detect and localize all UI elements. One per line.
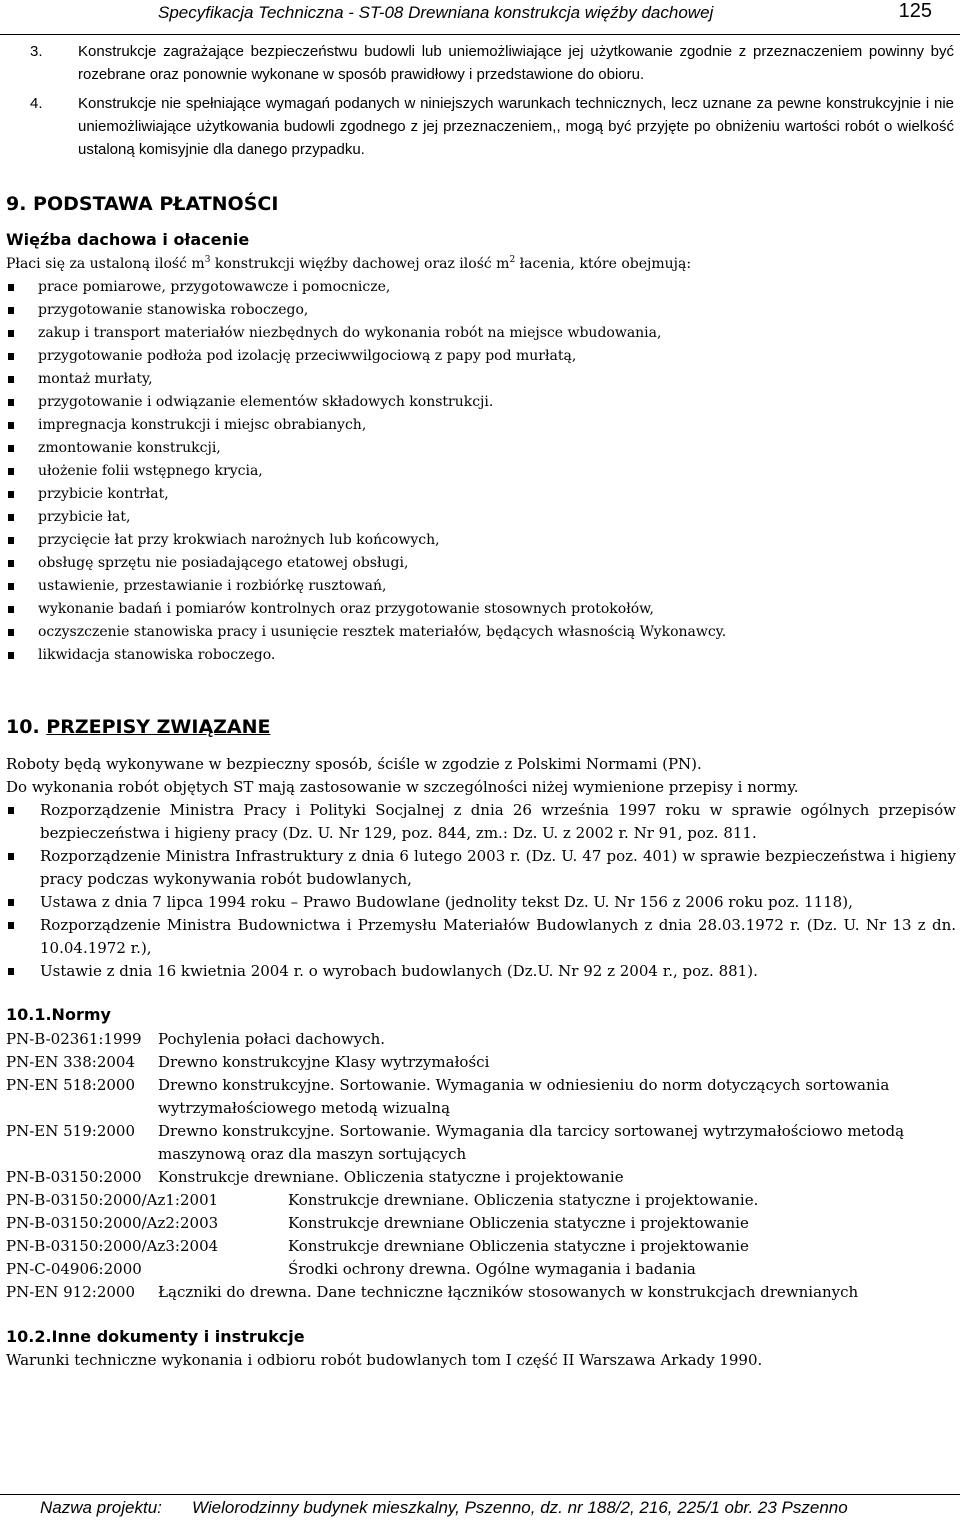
norm-description: Konstrukcje drewniane. Obliczenia statyczne i projektowanie. — [288, 1191, 759, 1209]
norm-code: PN-EN 912:2000 — [6, 1283, 135, 1301]
bullet-square-icon — [8, 537, 14, 544]
bullet-square-icon — [8, 629, 14, 636]
norm-code: PN-B-03150:2000/Az2:2003 — [6, 1214, 219, 1232]
list-item: oczyszczenie stanowiska pracy i usunięcie resztek materiałów, będących własnością Wykonawcy. — [6, 621, 946, 644]
bullet-square-icon — [8, 606, 14, 613]
header-title: Specyfikacja Techniczna - ST-08 Drewniana konstrukcja więźby dachowej — [158, 3, 714, 22]
list-item: przygotowanie i odwiązanie elementów składowych konstrukcji. — [6, 391, 946, 414]
list-item: ustawienie, przestawianie i rozbiórkę rusztowań, — [6, 575, 946, 598]
bullet-square-icon — [8, 307, 14, 314]
norm-description: Drewno konstrukcyjne. Sortowanie. Wymagania dla tarcicy sortowanej wytrzymałościowo metodą maszynową oraz dla maszyn sortujących — [158, 1122, 905, 1163]
section-9-subheading: Więźba dachowa i ołacenie — [6, 230, 250, 249]
section-10-2-text: Warunki techniczne wykonania i odbioru robót budowlanych tom I część II Warszawa Arkady 1990. — [6, 1351, 763, 1369]
footer-divider — [0, 1494, 960, 1495]
norm-description: Konstrukcje drewniane Obliczenia statyczne i projektowanie — [288, 1237, 749, 1255]
norm-description: Drewno konstrukcyjne. Sortowanie. Wymagania w odniesieniu do norm dotyczących sortowania wytrzymałościowego metodą wizualną — [158, 1076, 890, 1117]
bullet-square-icon — [8, 899, 14, 906]
regulations-list — [6, 799, 956, 983]
footer-label: Nazwa projektu: — [40, 1498, 162, 1517]
footer-project-name: Wielorodzinny budynek mieszkalny, Pszenno, dz. nr 188/2, 216, 225/1 obr. 23 Pszenno — [192, 1498, 848, 1517]
list-item: Rozporządzenie Ministra Budownictwa i Przemysłu Materiałów Budowlanych z dnia 28.03.1972 r. (Dz. U. Nr 13 z dn. 10.04.1972 r.), — [6, 914, 956, 960]
bullet-square-icon — [8, 807, 14, 814]
norm-row — [6, 1212, 956, 1235]
norm-row — [6, 1120, 956, 1166]
bullet-square-icon — [8, 422, 14, 429]
norm-row — [6, 1189, 956, 1212]
list-item: przycięcie łat przy krokwiach narożnych lub końcowych, — [6, 529, 946, 552]
norm-description: Pochylenia połaci dachowych. — [158, 1030, 386, 1048]
bullet-square-icon — [8, 284, 14, 291]
norm-row — [6, 1235, 956, 1258]
norm-row — [6, 1028, 956, 1051]
bullet-square-icon — [8, 376, 14, 383]
norm-code: PN-EN 519:2000 — [6, 1122, 135, 1140]
norm-code: PN-EN 518:2000 — [6, 1076, 135, 1094]
bullet-square-icon — [8, 514, 14, 521]
list-item: przybicie łat, — [6, 506, 946, 529]
bullet-square-icon — [8, 583, 14, 590]
norm-code: PN-EN 338:2004 — [6, 1053, 135, 1071]
list-item: impregnacja konstrukcji i miejsc obrabianych, — [6, 414, 946, 437]
norm-row — [6, 1074, 956, 1120]
list-item: zakup i transport materiałów niezbędnych do wykonania robót na miejsce wbudowania, — [6, 322, 946, 345]
list-item: likwidacja stanowiska roboczego. — [6, 644, 946, 667]
list-item: zmontowanie konstrukcji, — [6, 437, 946, 460]
section-9-heading: 9. PODSTAWA PŁATNOŚCI — [6, 193, 279, 215]
list-item: przybicie kontrłat, — [6, 483, 946, 506]
list-item: wykonanie badań i pomiarów kontrolnych oraz przygotowanie stosownych protokołów, — [6, 598, 946, 621]
section-10-1-heading: 10.1.Normy — [6, 1005, 111, 1024]
norm-description: Konstrukcje drewniane. Obliczenia statyczne i projektowanie — [158, 1168, 624, 1186]
norm-row — [6, 1281, 956, 1304]
bullet-square-icon — [8, 468, 14, 475]
bullet-square-icon — [8, 330, 14, 337]
list-item: Rozporządzenie Ministra Pracy i Polityki Socjalnej z dnia 26 września 1997 roku w sprawie ogólnych przepisów bezpieczeństwa i higieny pracy (Dz. U. Nr 129, poz. 844, zm.: Dz. U. z 2002 r. Nr 91, poz. 811. — [6, 799, 956, 845]
list-item: obsługę sprzętu nie posiadającego etatowej obsługi, — [6, 552, 946, 575]
norm-row — [6, 1051, 956, 1074]
bullet-square-icon — [8, 353, 14, 360]
bullet-square-icon — [8, 560, 14, 567]
norm-row — [6, 1258, 956, 1281]
bullet-square-icon — [8, 399, 14, 406]
paragraph-4 — [30, 92, 954, 161]
norm-description: Środki ochrony drewna. Ogólne wymagania i badania — [288, 1260, 696, 1278]
section-10-heading: 10. PRZEPISY ZWIĄZANE — [6, 716, 271, 738]
page-number: 125 — [898, 0, 932, 22]
norm-description: Łączniki do drewna. Dane techniczne łączników stosowanych w konstrukcjach drewnianych — [158, 1283, 859, 1301]
page-header — [0, 0, 960, 35]
bullet-square-icon — [8, 491, 14, 498]
bullet-square-icon — [8, 445, 14, 452]
norm-code: PN-B-03150:2000 — [6, 1168, 142, 1186]
bullet-square-icon — [8, 922, 14, 929]
norm-description: Konstrukcje drewniane Obliczenia statyczne i projektowanie — [288, 1214, 749, 1232]
list-item: przygotowanie stanowiska roboczego, — [6, 299, 946, 322]
paragraph-number: 3. — [30, 43, 43, 60]
norm-code: PN-B-03150:2000/Az1:2001 — [6, 1191, 219, 1209]
paragraph-text: Konstrukcje zagrażające bezpieczeństwu budowli lub uniemożliwiające jej użytkowanie zgodnie z przeznaczeniem powinny być rozebrane oraz ponownie wykonane w sposób prawidłowy i przedstawione do obioru. — [78, 43, 954, 83]
list-item: montaż murłaty, — [6, 368, 946, 391]
section-10-paragraph-2: Do wykonania robót objętych ST mają zastosowanie w szczególności niżej wymienione przepisy i normy. — [6, 778, 799, 796]
list-item: ułożenie folii wstępnego krycia, — [6, 460, 946, 483]
norm-code: PN-C-04906:2000 — [6, 1260, 142, 1278]
norm-row — [6, 1166, 956, 1189]
payment-items-list — [6, 276, 946, 667]
bullet-square-icon — [8, 652, 14, 659]
section-9-intro: Płaci się za ustaloną ilość $m^3$ konstrukcji więźby dachowej oraz ilość $m^2$ łacenia, które obejmują: — [6, 255, 692, 272]
list-item: Ustawie z dnia 16 kwietnia 2004 r. o wyrobach budowlanych (Dz.U. Nr 92 z 2004 r., poz. 881). — [6, 960, 956, 983]
section-10-paragraph-1: Roboty będą wykonywane w bezpieczny sposób, ściśle w zgodzie z Polskimi Normami (PN). — [6, 755, 702, 773]
section-10-2-heading: 10.2.Inne dokumenty i instrukcje — [6, 1327, 305, 1346]
norm-code: PN-B-02361:1999 — [6, 1030, 142, 1048]
page-footer — [40, 1498, 848, 1518]
norm-description: Drewno konstrukcyjne Klasy wytrzymałości — [158, 1053, 490, 1071]
bullet-square-icon — [8, 968, 14, 975]
paragraph-text: Konstrukcje nie spełniające wymagań podanych w niniejszych warunkach technicznych, lecz uznane za pewne konstrukcyjnie i nie uniemożliwiające użytkowania budowli zgodnego z jej przeznaczeniem,, mogą być przyjęte po obniżeniu wartości robót o wielkość ustaloną komisyjnie dla danego przypadku. — [78, 95, 954, 158]
bullet-square-icon — [8, 853, 14, 860]
norm-code: PN-B-03150:2000/Az3:2004 — [6, 1237, 219, 1255]
list-item: Rozporządzenie Ministra Infrastruktury z dnia 6 lutego 2003 r. (Dz. U. 47 poz. 401) w sprawie bezpieczeństwa i higieny pracy podczas wykonywania robót budowlanych, — [6, 845, 956, 891]
paragraph-3 — [30, 40, 954, 86]
norms-list — [6, 1028, 956, 1304]
list-item: przygotowanie podłoża pod izolację przeciwwilgociową z papy pod murłatą, — [6, 345, 946, 368]
list-item: Ustawa z dnia 7 lipca 1994 roku – Prawo Budowlane (jednolity tekst Dz. U. Nr 156 z 2006 roku poz. 1118), — [6, 891, 956, 914]
list-item: prace pomiarowe, przygotowawcze i pomocnicze, — [6, 276, 946, 299]
paragraph-number: 4. — [30, 95, 43, 112]
